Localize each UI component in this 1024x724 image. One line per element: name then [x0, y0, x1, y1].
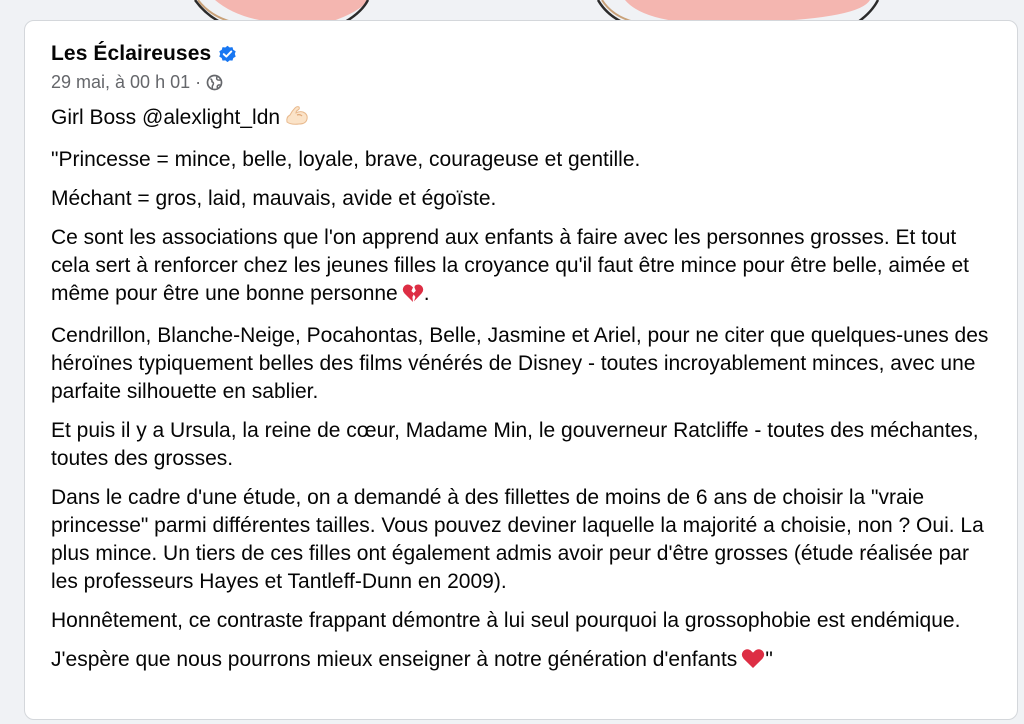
globe-icon[interactable]	[206, 74, 223, 91]
post-paragraph: Honnêtement, ce contraste frappant démontre à lui seul pourquoi la grossophobie est endémique.	[51, 609, 961, 632]
post-paragraph: Méchant = gros, laid, mauvais, avide et égoïste.	[51, 187, 497, 210]
post-paragraph: Dans le cadre d'une étude, on a demandé à des fillettes de moins de 6 ans de choisir la "vraie princesse" parmi différentes tailles. Vous pouvez deviner laquelle la majorité a choisie, non ? Oui. La plus mince. Un tiers de ces filles ont également admis avoir peur d'être grosses (étude réalisée par les professeurs Hayes et Tantleff-Dunn en 2009).	[51, 486, 984, 593]
previous-post-image-strip	[0, 0, 1024, 22]
post-author-name[interactable]: Les Éclaireuses	[51, 42, 212, 65]
post-paragraph: Girl Boss @alexlight_ldn	[51, 103, 991, 135]
red-heart-icon	[741, 648, 765, 677]
post-timestamp[interactable]: 29 mai, à 00 h 01	[51, 71, 191, 92]
post-meta	[51, 69, 237, 95]
post-paragraph: Ce sont les associations que l'on apprend aux enfants à faire avec les personnes grosses. Et tout cela sert à renforcer chez les jeunes filles la croyance qu'il faut être mince pour être belle, aimée et même pour être une bonne personne .	[51, 224, 991, 311]
post-header	[51, 41, 237, 95]
verified-badge-icon	[218, 45, 237, 64]
broken-heart-icon	[402, 283, 424, 311]
post-body	[51, 103, 991, 688]
post-card	[24, 20, 1018, 720]
post-paragraph: Cendrillon, Blanche-Neige, Pocahontas, Belle, Jasmine et Ariel, pour ne citer que quelques-unes des héroïnes typiquement belles des films vénérés de Disney - toutes incroyablement minces, avec une parfaite silhouette en sablier.	[51, 324, 989, 403]
post-paragraph: J'espère que nous pourrons mieux enseigner à notre génération d'enfants "	[51, 646, 991, 677]
meta-separator: ·	[195, 71, 202, 92]
post-paragraph: "Princesse = mince, belle, loyale, brave, courageuse et gentille.	[51, 148, 641, 171]
post-paragraph: Et puis il y a Ursula, la reine de cœur, Madame Min, le gouverneur Ratcliffe - toutes des méchantes, toutes des grosses.	[51, 419, 979, 470]
flexed-biceps-icon	[284, 103, 310, 135]
